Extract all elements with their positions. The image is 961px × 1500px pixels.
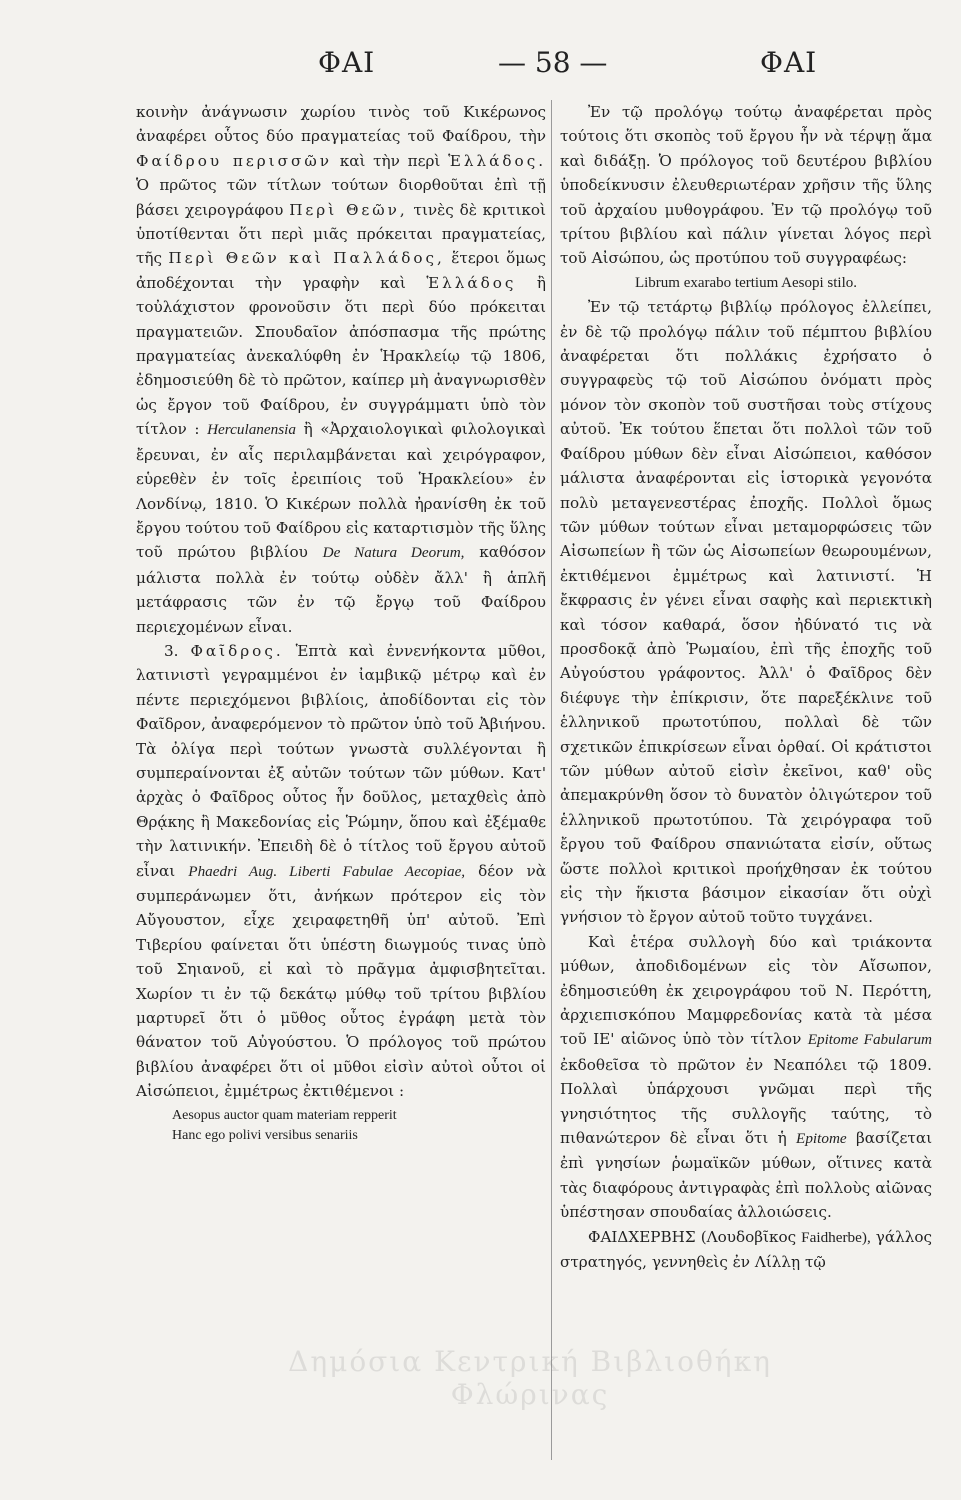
right-column [560, 100, 932, 1275]
verse-line-2: Hanc ego polivi versibus senariis [172, 1127, 358, 1143]
title-hellados: Ἑλλάδος. [448, 151, 547, 170]
latin-epitome-fabularum: Epitome Fabularum [807, 1031, 933, 1049]
latin-verse-quote [172, 1106, 546, 1146]
right-paragraph-1: Ἐν τῷ προλόγῳ τούτῳ ἀναφέρεται πρὸς τούτοις ὅτι σκοπὸς τοῦ ἔργου ἦν νὰ τέρψῃ ἅμα καὶ διδάξῃ. Ὁ πρόλογος τοῦ δευτέρου βιβλίου ὑποδείκνυσιν ἐλευθεριωτέραν χρῆσιν τῆς ὕλης τοῦ ἀρχαίου μυθογράφου. Ἐν τῷ προλόγῳ τοῦ τρίτου βιβλίου καὶ πάλιν γίνεται λόγος περὶ τοῦ Αἰσώπου, ὡς προτύπου τοῦ συγγραφέως: [560, 103, 932, 268]
latin-phaedri-fabulae: Phaedri Aug. Liberti Fabulae Aecopiae, [188, 862, 466, 880]
title-peri-theon: Περὶ Θεῶν, [289, 200, 408, 219]
entry-number: 3. [164, 641, 179, 660]
left-paragraph-2: 3. Φαῖδρος. Ἑπτὰ καὶ ἐννενήκοντα μῦθοι, λατινιστὶ γεγραμμένοι ἐν ἰαμβικῷ μέτρῳ καὶ ἐν πέντε περιεχόμενοι βιβλίοις, ἀποδίδονται εἰς τὸν Φαῖδρον, ἀναφερόμενον τὸ πρῶτον ὑπὸ τοῦ Ἀβιήνου. Τὰ ὀλίγα περὶ τούτων γνωστὰ συλλέγονται ἢ συμπεραίνονται ἐξ αὐτῶν τούτων τῶν μύθων. Κατ' ἀρχὰς ὁ Φαῖδρος οὗτος ἦν δοῦλος, μεταχθεὶς ἀπὸ Θρᾴκης ἢ Μακεδονίας εἰς Ῥώμην, ὅπου καὶ ἐξέμαθε τὴν λατινικήν. Ἐπειδὴ δὲ ὁ τίτλος τοῦ ἔργου αὐτοῦ εἶναι Phaedri Aug. Liberti Fabulae Aecopiae, δέον νὰ συμπεράνωμεν ὅτι, ἀνήκων πρότερον εἰς τὸν Αὔγουστον, εἶχε χειραφετηθῆ ὑπ' αὐτοῦ. Ἐπὶ Τιβερίου φαίνεται ὅτι ὑπέστη διωγμούς τινας ὑπὸ τοῦ Σηιανοῦ, εἰ καὶ τὸ πρᾶγμα ἀμφισβητεῖται. Χωρίον τι ἐν τῷ δεκάτῳ μύθῳ τοῦ τρίτου βιβλίου μαρτυρεῖ ὅτι ὁ μῦθος οὗτος ἐγράφη μετὰ τὸν θάνατον τοῦ Αὐγούστου. Ὁ πρόλογος τοῦ πρώτου βιβλίου ἀναφέρει ὅτι οἱ μῦθοι εἰσὶν αὐτοὶ οὗτοι οἱ Αἰσώπειοι, ἐμμέτρως ἐκτιθέμενοι : [136, 641, 547, 1101]
latin-faidherbe: Faidherbe), [801, 1228, 871, 1246]
verse-line-1: Aesopus auctor quam materiam repperit [172, 1107, 397, 1123]
left-column [136, 100, 546, 1146]
right-paragraph-2: Ἐν τῷ τετάρτῳ βιβλίῳ πρόλογος ἐλλείπει, ἐν δὲ τῷ προλόγῳ πάλιν τοῦ πέμπτου βιβλίου ἀναφέρεται ὅτι πολλάκις ἐχρήσατο ὁ συγγραφεὺς τῷ τοῦ Αἰσώπου ὀνόματι πρὸς μόνον τὸν σκοπὸν τοῦ συστῆσαι τοὺς στίχους αὐτοῦ. Ἐκ τούτου ἕπεται ὅτι πολλοὶ τῶν τοῦ Φαίδρου μύθων δὲν εἶναι Αἰσώπειοι, καθόσον μάλιστα ἀναφέρονται εἰς ἱστορικὰ γεγονότα πολὺ μεταγενεστέρας ἐποχῆς. Πολλοὶ ὅμως τῶν μύθων τούτων εἶναι μεταμορφώσεις τῶν Αἰσωπείων ἢ τῶν ὡς Αἰσωπείων θεωρουμένων, ἐκτιθέμενοι ἐμμέτρως καὶ λατινιστί. Ἡ ἔκφρασις ἐν γένει εἶναι σαφὴς καὶ περιεκτικὴ καὶ τόσον καθαρά, ὅσον ἠδύνατό τις νὰ προσδοκᾷ ἀπὸ Ῥωμαίου, ἐπὶ τῆς ἐποχῆς τοῦ Αὐγούστου γράφοντος. Ἀλλ' ὁ Φαῖδρος δὲν διέφυγε τὴν ἐπίκρισιν, ὅτε παρεξέκλινε τοῦ ἑλληνικοῦ πρωτοτύπου, πολλαὶ δὲ τῶν σχετικῶν ἐπικρίσεων εἶναι ὀρθαί. Οἱ κράτιστοι τῶν μύθων αὐτοῦ εἰσὶν ἐκεῖνοι, καθ' οὓς ἀπεμακρύνθη ὅσον τὸ δυνατὸν ὀλιγώτερον τοῦ ἑλληνικοῦ πρωτοτύπου. Τὰ χειρόγραφα τοῦ ἔργου τοῦ Φαίδρου σπανιώτατα εἰσίν, οὕτως ὥστε πολλοὶ κριτικοὶ προήχθησαν ἐκ τούτου εἰς τὴν ἥκιστα βάσιμον εἰκασίαν ὅτι οὐχὶ γνήσιον τὸ ἔργον αὐτοῦ τοῦτο τυγχάνει. [560, 298, 932, 927]
entry-name-phaedrus: Φαῖδρος. [190, 641, 284, 660]
entry-name-faidherbe: ΦΑΙΔΧΕΡΒΗΣ [588, 1227, 696, 1246]
header-right-keyword: ΦΑΙ [760, 46, 818, 79]
latin-herculanensia: Herculanensia [207, 421, 296, 439]
latin-epitome: Epitome [796, 1130, 847, 1148]
title-hellados-2: Ἑλλάδος [426, 273, 517, 292]
library-watermark: Δημόσια Κεντρική Βιβλιοθήκη Φλώρινας [288, 1345, 772, 1411]
title-peri-theon-kai-pallados: Περὶ Θεῶν καὶ Παλλάδος, [168, 249, 445, 268]
column-divider [551, 100, 552, 1460]
title-phaedrus-perisson: Φαίδρου περισσῶν [136, 151, 332, 170]
latin-de-natura-deorum: De Natura Deorum, [322, 544, 465, 562]
header-left-keyword: ΦΑΙ [318, 46, 376, 79]
page-header [0, 46, 961, 96]
page-number: — 58 — [498, 46, 608, 79]
right-paragraph-3: Καὶ ἑτέρα συλλογὴ δύο καὶ τριάκοντα μύθων, ἀποδιδομένων εἰς τὸν Αἴσωπον, ἐδημοσιεύθη ἐκ χειρογράφου τοῦ Ν. Περόττη, ἀρχιεπισκόπου Μαμφρεδονίας κατὰ τὰ μέσα τοῦ ΙΕ' αἰῶνος ὑπὸ τὸν τίτλον Epitome Fabularum ἐκδοθεῖσα τὸ πρῶτον ἐν Νεαπόλει τῷ 1809. Πολλαὶ ὑπάρχουσι γνῶμαι περὶ τῆς γνησιότητος τῆς συλλογῆς ταύτης, τὸ πιθανώτερον δὲ εἶναι ὅτι ἡ Epitome βασίζεται ἐπὶ γνησίων ῥωμαϊκῶν μύθων, οἵτινες κατὰ τὰς διαφόρους ἀντιγραφὰς ἐπὶ πολλοὺς αἰῶνας ὑπέστησαν σπουδαίας ἀλλοιώσεις. [560, 932, 933, 1222]
left-paragraph-1: κοινὴν ἀνάγνωσιν χωρίου τινὸς τοῦ Κικέρωνος ἀναφέρει οὗτος δύο πραγματείας τοῦ Φαίδρου, τὴν Φαίδρου περισσῶν καὶ τὴν περὶ Ἑλλάδος. Ὁ πρῶτος τῶν τίτλων τούτων διορθοῦται ἐπὶ τῇ βάσει χειρογράφου Περὶ Θεῶν, τινὲς δὲ κριτικοὶ ὑποτίθενται ὅτι περὶ μιᾶς πρόκειται πραγματείας, τῆς Περὶ Θεῶν καὶ Παλλάδος, ἕτεροι ὅμως ἀποδέχονται τὴν γραφὴν καὶ Ἑλλάδος ἢ τοὐλάχιστον φρονοῦσιν ὅτι περὶ δύο πρόκειται πραγματειῶν. Σπουδαῖον ἀπόσπασμα τῆς πρώτης πραγματείας ἀνεκαλύφθη ἐν Ἡρακλείῳ τῷ 1806, ἐδημοσιεύθη δὲ τὸ πρῶτον, καίπερ μὴ ἀναγνωρισθὲν ὡς ἔργον τοῦ Φαίδρου, ἐν συγγράμματι ὑπὸ τὸν τίτλον : Herculanensia ἢ «Ἀρχαιολογικαὶ φιλολογικαὶ ἔρευναι, ἐν αἷς περιλαμβάνεται καὶ χειρόγραφον, εὑρεθὲν ἐν τοῖς ἐρειπίοις τοῦ Ἡρακλείου» ἐν Λονδίνῳ, 1810. Ὁ Κικέρων πολλὰ ἠρανίσθη ἐκ τοῦ ἔργου τούτου τοῦ Φαίδρου εἰς καταρτισμὸν τῆς ὕλης τοῦ πρώτου βιβλίου De Natura Deorum, καθόσον μάλιστα πολλὰ ἐν τούτῳ οὐδὲν ἄλλ' ἢ ἁπλῆ μετάφρασις τῶν ἐν τῷ ἔργῳ τοῦ Φαίδρου περιεχομένων εἶναι. [136, 103, 547, 636]
latin-quote-line: Librum exarabo tertium Aesopi stilo. [634, 274, 858, 291]
right-paragraph-4: ΦΑΙΔΧΕΡΒΗΣ (Λουδοβῖκος Faidherbe), γάλλος στρατηγός, γεννηθεὶς ἐν Λίλλῃ τῷ [560, 1227, 933, 1272]
